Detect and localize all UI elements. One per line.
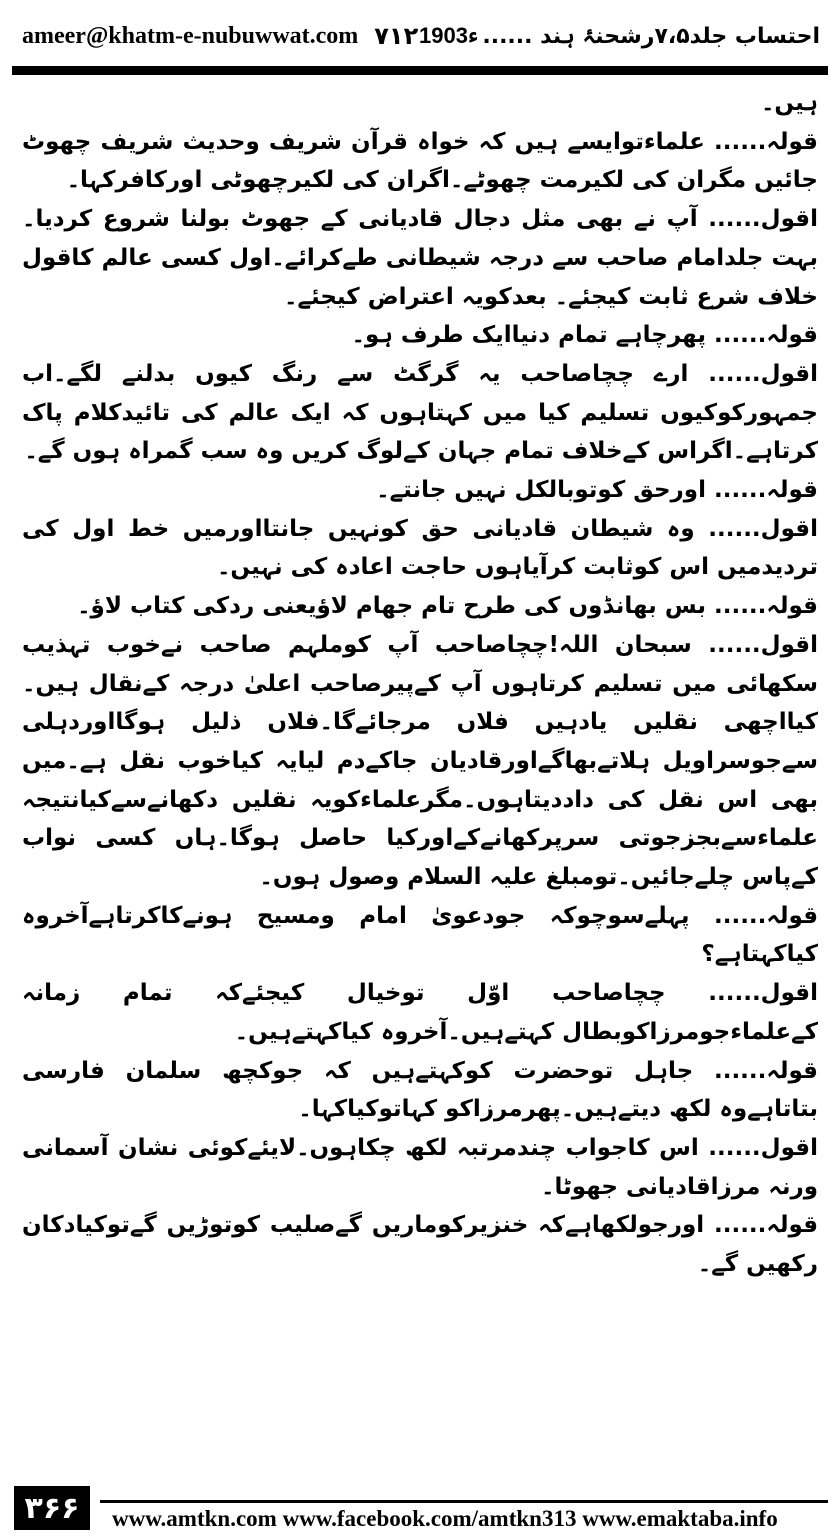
header-year: 1903ء [419,23,479,48]
paragraph: قولہ...... پھرچاہے تمام دنیاایک طرف ہو۔ [351,322,818,349]
paragraph: قولہ...... علماءتوایسے ہیں کہ خواہ قرآن شریف وحدیث شریف چھوٹ جائیں مگران کی لکیرمت چھوٹے۔اگران کی لکیرچھوٹی اورکافرکہا۔ [22,128,818,194]
paragraph: ہیں۔ [760,90,818,116]
paragraph: اقول...... آپ نے بھی مثل دجال قادیانی کے جھوٹ بولنا شروع کردیا۔بہت جلدامام صاحب سے درجہ شیطانی طےکرائے۔اول کسی عالم کاقول خلاف شرع ثابت کیجئے۔ بعدکویہ اعتراض کیجئے۔ [22,206,818,310]
paragraph: اقول...... سبحان اللہ!چچاصاحب آپ کوملہم صاحب نےخوب تہذیب سکھائی میں تسلیم کرتاہوں آپ کےپیرصاحب اعلیٰ درجہ کےنقال ہیں۔کیااچھی نقلیں یادہیں فلاں مرجائےگا۔فلاں ذلیل ہوگااوردہلی سےجوسراویل ہلاتےبھاگےاورقادیان جاکےدم لیایہ کیاخوب نقل ہے۔میں بھی اس نقل کی داددیتاہوں۔مگرعلماءکویہ نقلیں دکھانےسےکیانتیجہ علماءسےبجزجوتی سرپرکھانےکےاورکیا حاصل ہوگا۔ہاں کسی نواب کےپاس چلےجائیں۔تومبلغ علیہ السلام وصول ہوں۔ [22,631,818,891]
footer-page-box: ۳۶۶ [14,1486,90,1530]
header-rule [12,66,828,75]
header-left [22,22,418,50]
footer-links: www.amtkn.com www.facebook.com/amtkn313 www.emaktaba.info [112,1506,778,1531]
header-title-group [419,23,820,49]
header-title: احتساب جلد۷،۵رشحنۂ ہند ...... [482,23,820,49]
header-email: ameer@khatm-e-nubuwwat.com [22,22,359,49]
paragraph: قولہ...... اورجولکھاہےکہ خنزیرکوماریں گےصلیب کوتوڑیں گےتوکیادکان رکھیں گے۔ [22,1212,818,1278]
paragraph: قولہ...... پہلےسوچوکہ جودعویٰ امام ومسیح ہونےکاکرتاہےآخروہ کیاکہتاہے؟ [22,902,818,968]
paragraph: اقول...... ارے چچاصاحب یہ گرگٹ سے رنگ کیوں بدلنے لگے۔اب جمہورکوکیوں تسلیم کیا میں کہتاہوں کہ ایک عالم کی تائیدکلام پاک کرتاہے۔اگراس کےخلاف تمام جہان کےلوگ کریں وہ سب گمراہ ہوں گے۔ [22,360,818,465]
paragraph: اقول...... اس کاجواب چندمرتبہ لکھ چکاہوں۔لایئےکوئی نشان آسمانی ورنہ مرزاقادیانی جھوٹا۔ [22,1134,818,1200]
paragraph: قولہ...... اورحق کوتوبالکل نہیں جانتے۔ [376,477,818,504]
paragraph: قولہ...... بس بھانڈوں کی طرح تام جھام لاؤیعنی ردکی کتاب لاؤ۔ [77,593,818,620]
page-body [22,84,818,1284]
footer-rule [100,1500,828,1503]
paragraph: قولہ...... جاہل توحضرت کوکہتےہیں کہ جوکچھ سلمان فارسی بتاتاہےوہ لکھ دیتےہیں۔پھرمرزاکو کہاتوکیاکہا۔ [22,1057,818,1123]
page-header [22,14,820,58]
paragraph: اقول...... وہ شیطان قادیانی حق کونہیں جانتااورمیں خط اول کی تردیدمیں اس کوثابت کرآیاہوں حاجت اعادہ کی نہیں۔ [22,515,818,581]
header-page-number: ۷۱۲ [374,22,419,50]
paragraph: اقول...... چچاصاحب اوّل توخیال کیجئےکہ تمام زمانہ کےعلماءجومرزاکوبطال کہتےہیں۔آخروہ کیاکہتےہیں۔ [22,980,818,1045]
